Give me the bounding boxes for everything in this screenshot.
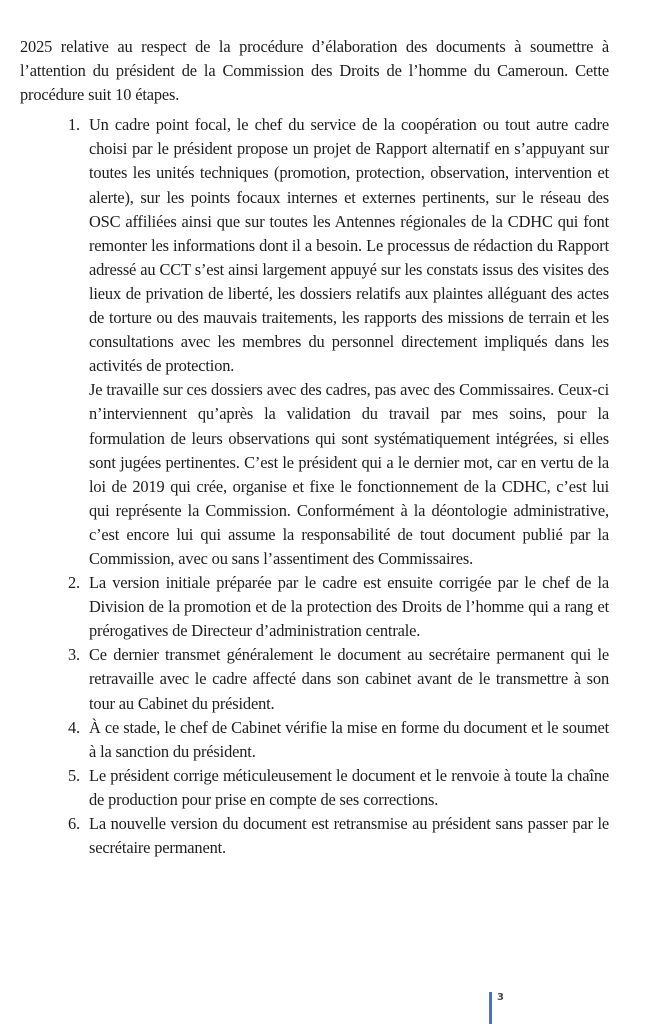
intro-paragraph: 2025 relative au respect de la procédure d’élaboration des documents à soumettre à l’attention du président de la Commission des Droits de l’homme du Cameroun. Cette procédure suit 10 étapes. [20, 37, 609, 105]
step-number: 1. [68, 115, 80, 135]
step-number: 3. [68, 645, 80, 665]
page-number-bar [489, 992, 492, 1024]
step-paragraph: Je travaille sur ces dossiers avec des cadres, pas avec des Commissaires. Ceux-ci n’interviennent qu’après la validation du travail par mes soins, pour la formulation de leurs observations qui sont systématiquement intégrées, si elles sont jugées pertinentes. C’est le président qui a le dernier mot, car en vertu de la loi de 2019 qui crée, organise et fixe le fonctionnement de la CDHC, c’est lui qui représente la Commission. Conformément à la déontologie administrative, c’est encore lui qui assume la responsabilité de tout document publié par la Commission, avec ou sans l’assentiment des Commissaires. [89, 380, 609, 568]
list-item-step-1 [68, 113, 609, 571]
step-paragraph: La nouvelle version du document est retransmise au président sans passer par le secrétaire permanent. [89, 814, 609, 858]
procedure-steps-list [20, 113, 609, 860]
step-number: 2. [68, 573, 80, 593]
list-item-step-4 [68, 716, 609, 764]
step-number: 6. [68, 814, 80, 833]
page-number: 3 [497, 992, 504, 1003]
list-item-step-6 [68, 812, 609, 860]
step-paragraph: La version initiale préparée par le cadre est ensuite corrigée par le chef de la Division de la promotion et de la protection des Droits de l’homme qui a rang et prérogatives de Directeur d’administration centrale. [89, 573, 609, 641]
step-paragraph: Le président corrige méticuleusement le document et le renvoie à toute la chaîne de production pour prise en compte de ses corrections. [89, 765, 609, 809]
step-number: 5. [68, 765, 80, 785]
step-number: 4. [68, 717, 80, 737]
document-page [20, 35, 609, 860]
list-item-step-3 [68, 643, 609, 715]
step-paragraph: Ce dernier transmet généralement le document au secrétaire permanent qui le retravaille avec le cadre affecté dans son cabinet avant de le transmettre à son tour au Cabinet du président. [89, 645, 609, 713]
list-item-step-5 [68, 764, 609, 812]
step-paragraph: À ce stade, le chef de Cabinet vérifie la mise en forme du document et le soumet à la sanction du président. [89, 717, 609, 761]
list-item-step-2 [68, 571, 609, 643]
step-paragraph: Un cadre point focal, le chef du service de la coopération ou tout autre cadre choisi par le président propose un projet de Rapport alternatif en s’appuyant sur toutes les unités techniques (promotion, protection, observation, intervention et alerte), sur les points focaux internes et externes pertinents, sur le réseau des OSC affiliées ainsi que sur toutes les Antennes régionales de la CDHC qui font remonter les informations dont il a besoin. Le processus de rédaction du Rapport adressé au CCT s’est ainsi largement appuyé sur les constats issus des visites des lieux de privation de liberté, les dossiers relatifs aux plaintes alléguant des actes de torture ou des mauvais traitements, les rapports des missions de terrain et les consultations avec les membres du personnel directement impliqués dans les activités de protection. [89, 115, 609, 376]
